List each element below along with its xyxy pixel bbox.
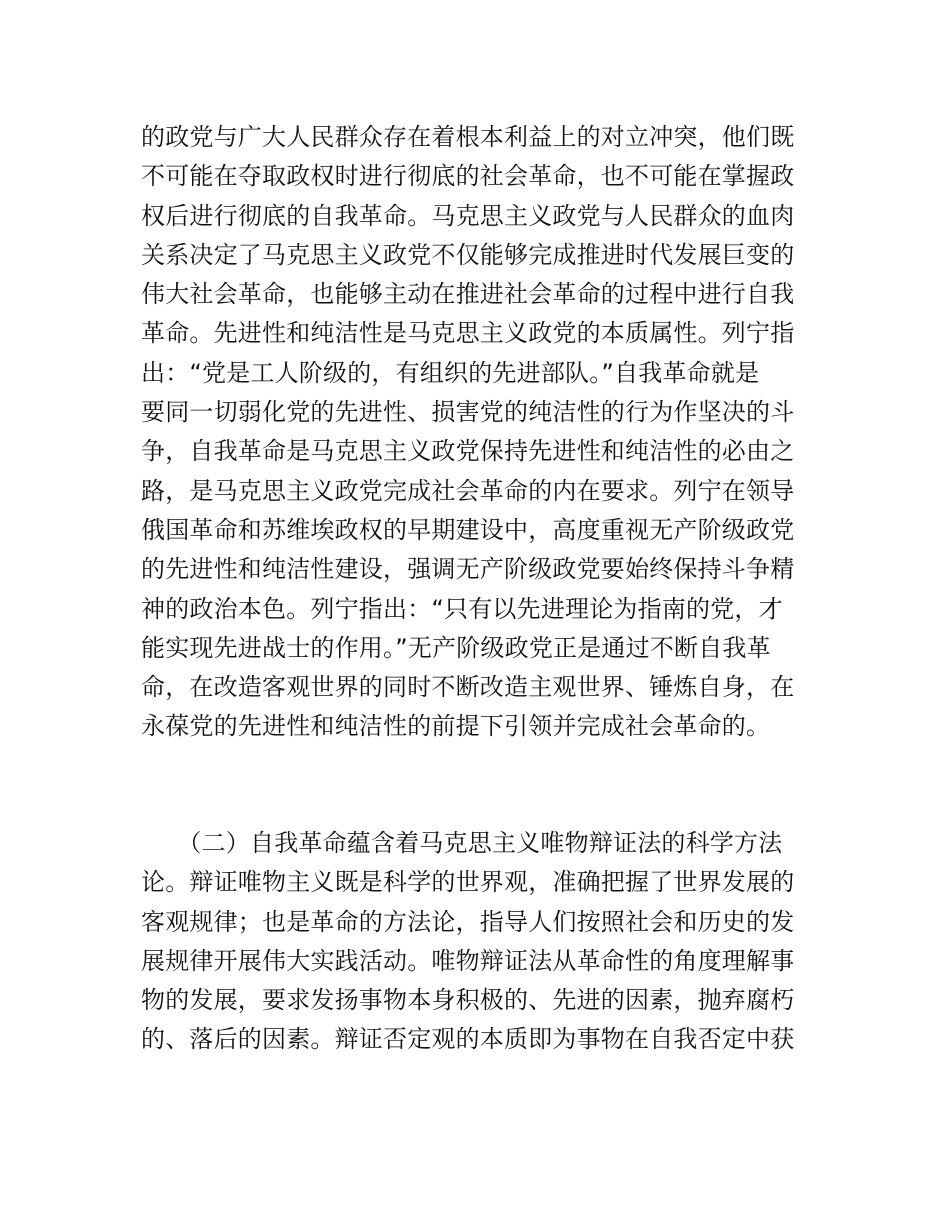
paragraph-1 <box>141 118 821 747</box>
text-line: 权后进行彻底的自我革命。马克思主义政党与人民群众的血肉 <box>141 201 795 230</box>
section-heading-line: （二）自我革命蕴含着马克思主义唯物辩证法的科学方法 <box>141 829 783 857</box>
text-line: 的、落后的因素。辩证否定观的本质即为事物在自我否定中获 <box>141 1025 795 1054</box>
text-line: 的政党与广大人民群众存在着根本利益上的对立冲突，他们既 <box>141 123 795 151</box>
text-line: 路，是马克思主义政党完成社会革命的内在要求。列宁在领导 <box>141 476 795 505</box>
text-line: 展规律开展伟大实践活动。唯物辩证法从革命性的角度理解事 <box>141 946 795 975</box>
text-line: 不可能在夺取政权时进行彻底的社会革命，也不可能在掌握政 <box>141 162 795 191</box>
paragraph-2 <box>141 824 821 1060</box>
text-line: 的先进性和纯洁性建设，强调无产阶级政党要始终保持斗争精 <box>141 555 795 584</box>
text-line: 争，自我革命是马克思主义政党保持先进性和纯洁性的必由之 <box>141 437 795 466</box>
text-line: 革命。先进性和纯洁性是马克思主义政党的本质属性。列宁指 <box>141 319 795 348</box>
text-line: 论。辩证唯物主义既是科学的世界观，准确把握了世界发展的 <box>141 868 795 897</box>
text-line: 俄国革命和苏维埃政权的早期建设中，高度重视无产阶级政党 <box>141 515 795 544</box>
text-line: 神的政治本色。列宁指出：“只有以先进理论为指南的党，才 <box>141 594 783 623</box>
text-line: 关系决定了马克思主义政党不仅能够完成推进时代发展巨变的 <box>141 240 795 269</box>
text-line: 物的发展，要求发扬事物本身积极的、先进的因素，抛弃腐朽 <box>141 986 795 1015</box>
text-line: 伟大社会革命，也能够主动在推进社会革命的过程中进行自我 <box>141 280 795 309</box>
text-line: 客观规律；也是革命的方法论，指导人们按照社会和历史的发 <box>141 907 795 936</box>
text-line: 命，在改造客观世界的同时不断改造主观世界、锤炼自身，在 <box>141 673 795 702</box>
text-line: 出：“党是工人阶级的，有组织的先进部队。”自我革命就是 <box>141 358 760 387</box>
text-line: 要同一切弱化党的先进性、损害党的纯洁性的行为作坚决的斗 <box>141 398 795 427</box>
text-line: 永葆党的先进性和纯洁性的前提下引领并完成社会革命的。 <box>141 712 771 741</box>
text-line: 能实现先进战士的作用。”无产阶级政党正是通过不断自我革 <box>141 633 771 662</box>
